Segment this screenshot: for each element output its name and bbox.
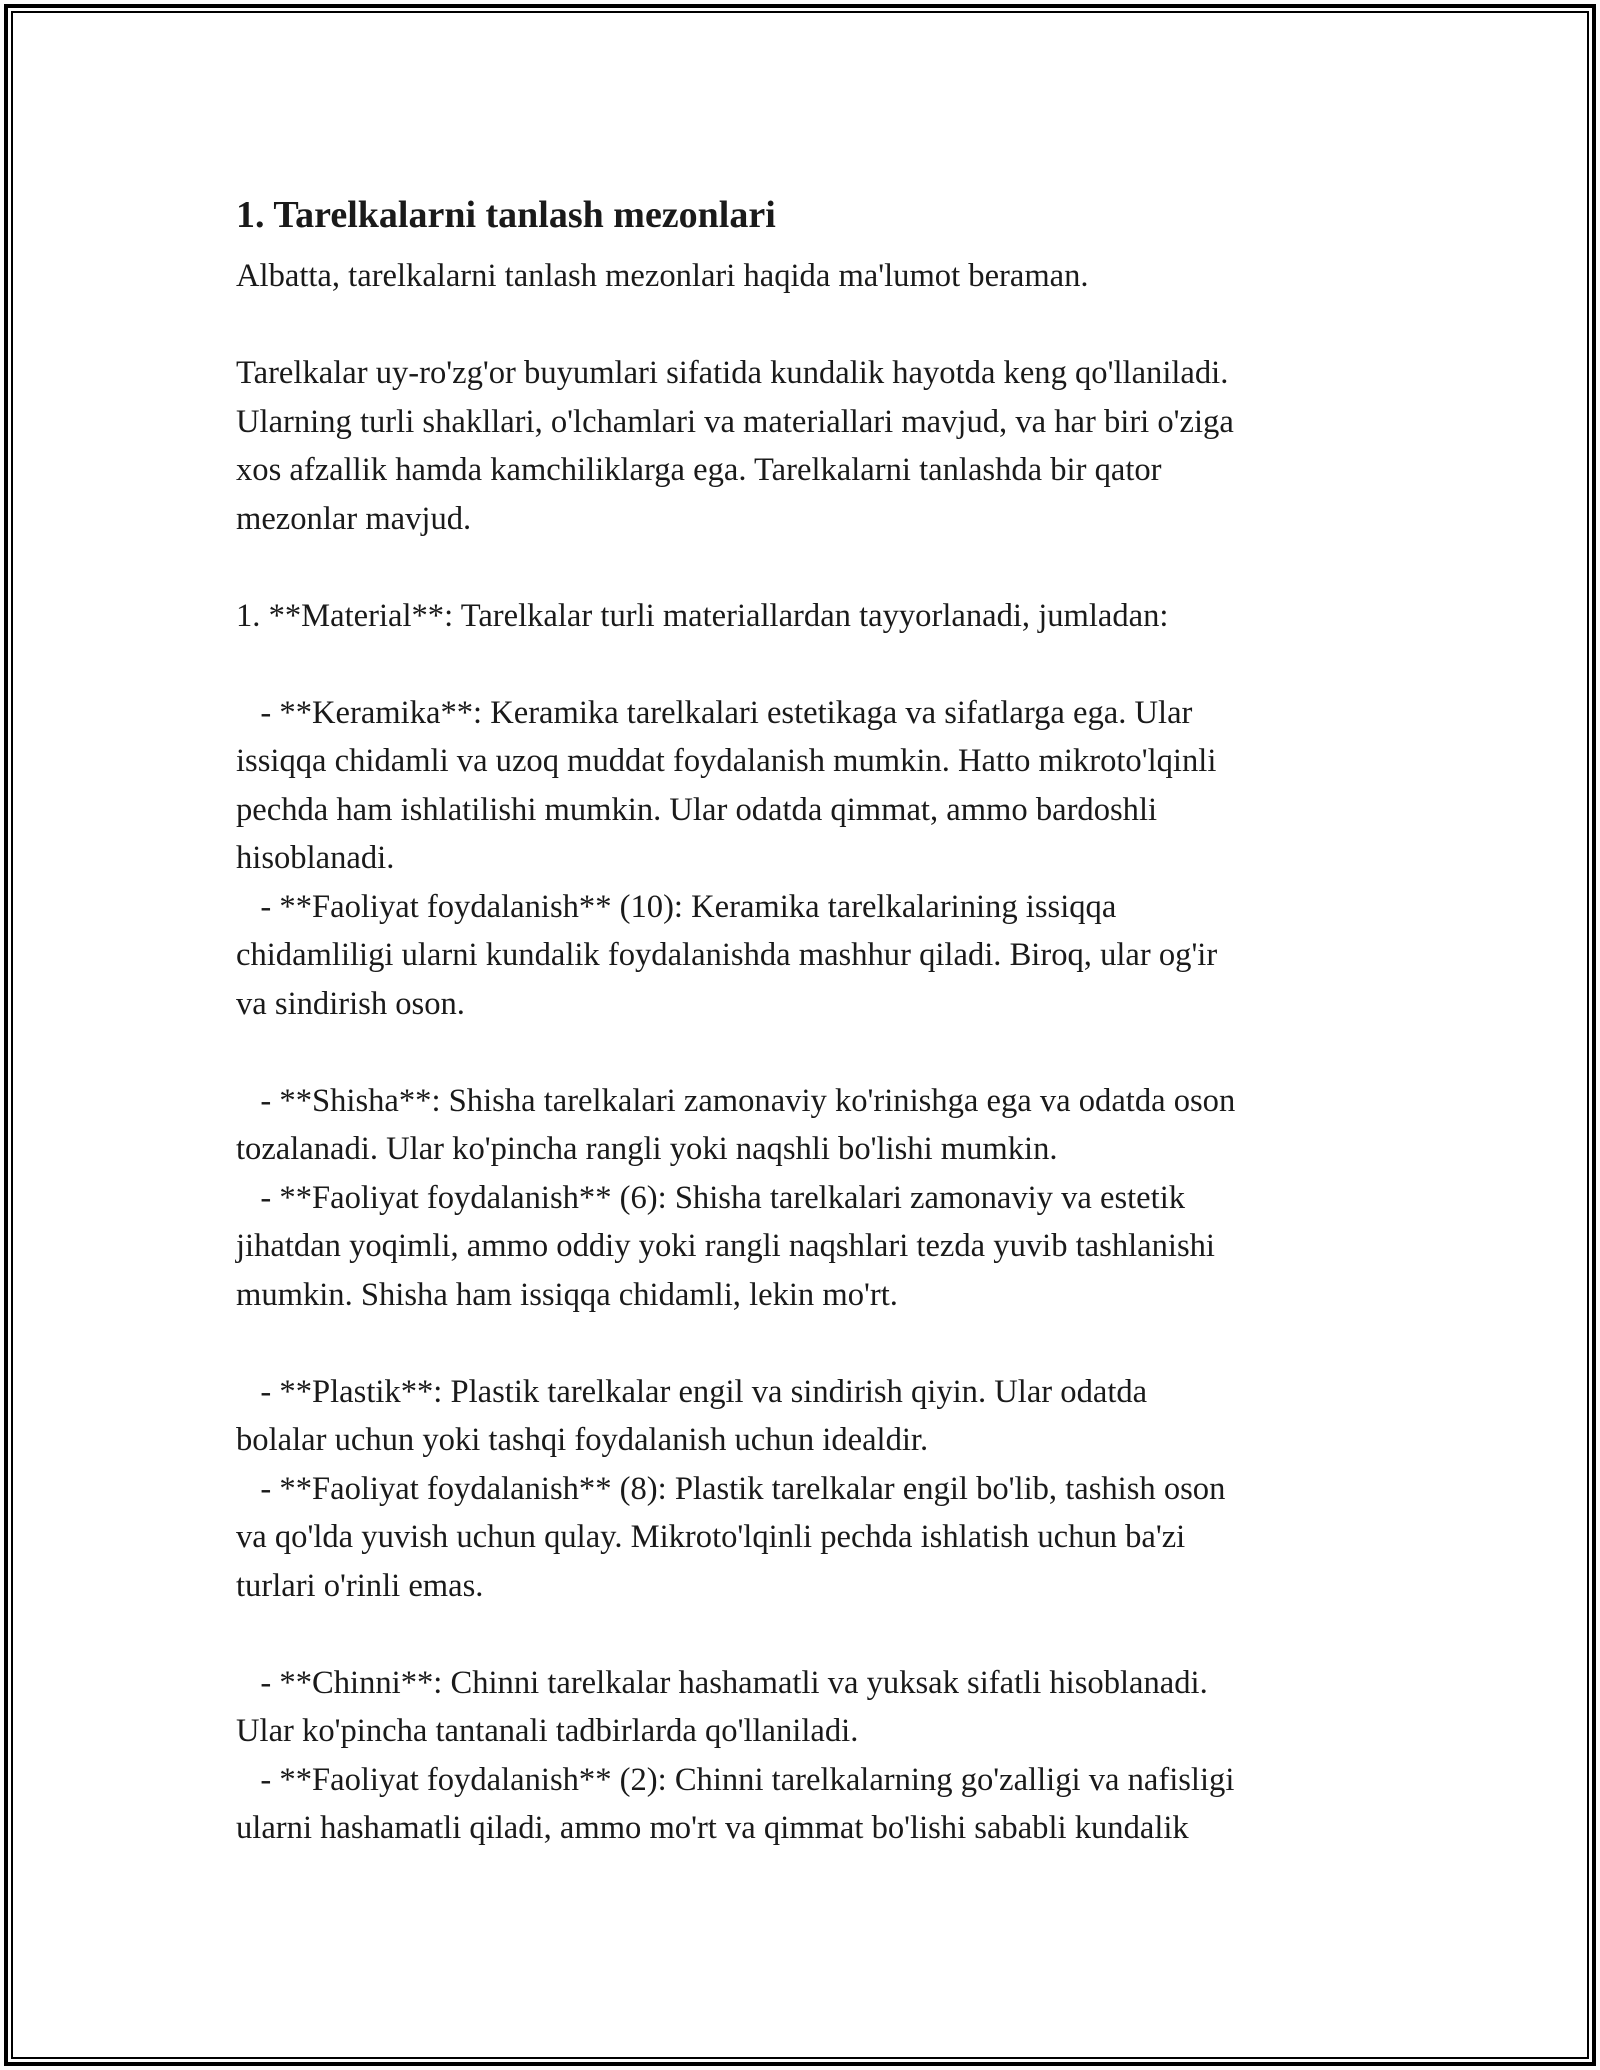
text-line: jihatdan yoqimli, ammo oddiy yoki rangli naqshlari tezda yuvib tashlanishi	[236, 1228, 1215, 1264]
text-line: - **Faoliyat foydalanish** (8): Plastik tarelkalar engil bo'lib, tashish oson	[236, 1470, 1226, 1507]
text-line: Ularning turli shakllari, o'lchamlari va materiallari mavjud, va har biri o'ziga	[236, 403, 1234, 440]
text-line: hisoblanadi.	[236, 840, 395, 876]
text-line: - **Plastik**: Plastik tarelkalar engil va sindirish qiyin. Ular odatda	[236, 1373, 1148, 1410]
text-line: ularni hashamatli qiladi, ammo mo'rt va qimmat bo'lishi sababli kundalik	[236, 1810, 1189, 1846]
document-title: 1. Tarelkalarni tanlash mezonlari	[236, 194, 776, 236]
text-line: Tarelkalar uy-ro'zg'or buyumlari sifatida kundalik hayotda keng qo'llaniladi.	[236, 355, 1229, 391]
text-line: bolalar uchun yoki tashqi foydalanish uchun idealdir.	[236, 1422, 929, 1458]
text-line: mezonlar mavjud.	[236, 500, 472, 537]
text-line: turlari o'rinli emas.	[236, 1567, 484, 1604]
text-line: - **Shisha**: Shisha tarelkalari zamonaviy ko'rinishga ega va odatda oson	[236, 1082, 1236, 1119]
text-line: - **Faoliyat foydalanish** (6): Shisha tarelkalari zamonaviy va estetik	[236, 1179, 1186, 1216]
text-line: xos afzallik hamda kamchiliklarga ega. Tarelkalarni tanlashda bir qator	[236, 452, 1162, 488]
document-content	[236, 186, 1396, 1853]
blank-line	[236, 543, 1396, 592]
blank-line	[236, 1319, 1396, 1368]
text-line: va qo'lda yuvish uchun qulay. Mikroto'lqinli pechda ishlatish uchun ba'zi	[236, 1519, 1186, 1555]
text-line: 1. **Material**: Tarelkalar turli materiallardan tayyorlanadi, jumladan:	[236, 597, 1169, 634]
blank-line	[236, 640, 1396, 689]
text-line: issiqqa chidamli va uzoq muddat foydalanish mumkin. Hatto mikroto'lqinli	[236, 743, 1217, 779]
text-line: pechda ham ishlatilishi mumkin. Ular odatda qimmat, ammo bardoshli	[236, 791, 1158, 828]
text-line: va sindirish oson.	[236, 985, 465, 1022]
text-line: Albatta, tarelkalarni tanlash mezonlari haqida ma'lumot beraman.	[236, 258, 1089, 294]
text-line: Ular ko'pincha tantanali tadbirlarda qo'llaniladi.	[236, 1713, 859, 1749]
blank-line	[236, 1610, 1396, 1659]
document-body	[236, 252, 1396, 1853]
text-line: - **Faoliyat foydalanish** (2): Chinni tarelkalarning go'zalligi va nafisligi	[236, 1761, 1235, 1798]
text-line: mumkin. Shisha ham issiqqa chidamli, lekin mo'rt.	[236, 1276, 898, 1313]
text-line: chidamliligi ularni kundalik foydalanishda mashhur qiladi. Biroq, ular og'ir	[236, 937, 1218, 973]
text-line: - **Chinni**: Chinni tarelkalar hashamatli va yuksak sifatli hisoblanadi.	[236, 1664, 1208, 1701]
blank-line	[236, 1028, 1396, 1077]
text-line: - **Keramika**: Keramika tarelkalari estetikaga va sifatlarga ega. Ular	[236, 694, 1193, 731]
text-line: - **Faoliyat foydalanish** (10): Keramika tarelkalarining issiqqa	[236, 888, 1117, 925]
blank-line	[236, 301, 1396, 350]
text-line: tozalanadi. Ular ko'pincha rangli yoki naqshli bo'lishi mumkin.	[236, 1131, 1058, 1167]
